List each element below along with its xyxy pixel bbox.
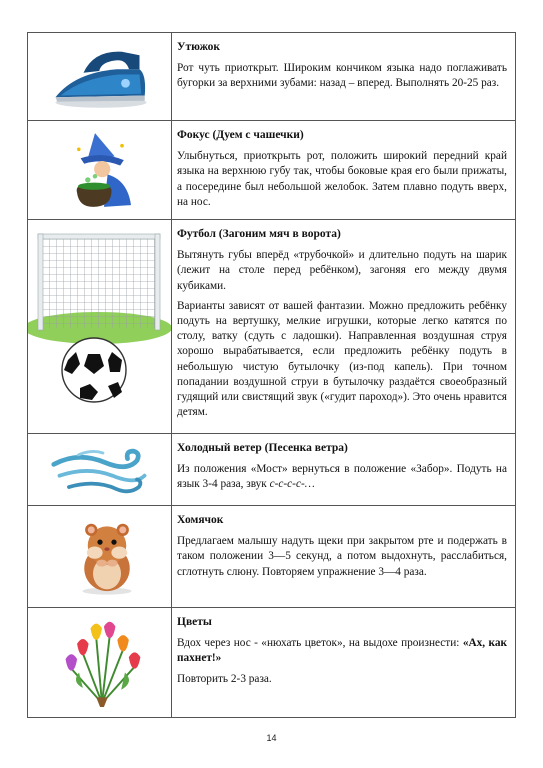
sound-italic: с-с-с-с-… (269, 478, 315, 491)
wind-text-cell (172, 434, 516, 506)
exercise-title: Утюжок (177, 41, 221, 53)
exercise-description (177, 636, 507, 666)
exercise-row-hamster (28, 506, 516, 608)
exercise-table (27, 32, 516, 718)
exercise-description (177, 462, 507, 492)
exercise-sheet (27, 32, 516, 718)
exercise-title: Фокус (Дуем с чашечки) (177, 129, 304, 141)
exercise-title: Хомячок (177, 514, 224, 527)
iron-text-cell (172, 33, 516, 121)
exercise-row-football (28, 220, 516, 434)
description-text: Из положения «Мост» вернуться в положение «Забор». Подуть на язык 3-4 раза, звук (177, 463, 507, 491)
phrase-bold: «Ах, как пахнет!» (177, 637, 507, 665)
exercise-title: Цветы (177, 616, 212, 629)
flowers-image (28, 608, 172, 718)
description-text: Вдох через нос - «нюхать цветок», на выдохе произнести: (177, 637, 463, 650)
magic-text-cell (172, 121, 516, 220)
wind-image (28, 434, 172, 506)
exercise-description: Предлагаем малышу надуть щеки при закрытом рте и подержать в таком положении 3—5 секунд, а потом выдохнуть, расслабиться, сглотнуть слюну. Повторяем упражнение 3—4 раза. (177, 535, 507, 578)
exercise-title: Холодный ветер (Песенка ветра) (177, 442, 348, 455)
football-text-cell (172, 220, 516, 434)
exercise-row-magic (28, 121, 516, 220)
football-goal-image (28, 220, 172, 434)
exercise-description: Улыбнуться, приоткрыть рот, положить широкий передний край языка на верхнюю губу так, чтобы боковые края его были прижаты, а посередине был небольшой желобок. Затем плавно подуть вверх, на нос. (177, 150, 507, 208)
exercise-variants: Варианты зависят от вашей фантазии. Можно предложить ребёнку подуть на вертушку, мелкие игрушки, которые легко катятся по столу, ватку (сдуть с ладошки). Направленная воздушная струя хорошо вырабатывается, если предложить ребёнку подуть в небольшую чистую бутылочку (из-под капель). При точном попадании воздушной струи в бутылочку раздаётся своеобразный гудящий или свистящий звук («гудит пароход»). Это очень нравится детям. (177, 299, 507, 419)
exercise-description: Вытянуть губы вперёд «трубочкой» и длительно подуть на шарик (лежит на столе перед ребёнком), загоняя его между двумя кубиками. (177, 249, 507, 292)
hamster-text-cell (172, 506, 516, 608)
exercise-title: Футбол (Загоним мяч в ворота) (177, 228, 341, 241)
flowers-text-cell (172, 608, 516, 718)
exercise-description: Рот чуть приоткрыт. Широким кончиком языка надо поглаживать бугорки за верхними зубами: назад – вперед. Выполнять 20-25 раз. (177, 62, 507, 90)
exercise-repeat: Повторить 2-3 раза. (177, 672, 272, 685)
page-number: 14 (266, 733, 277, 743)
iron-image (28, 33, 172, 121)
wizard-image (28, 121, 172, 220)
exercise-row-flowers (28, 608, 516, 718)
hamster-image (28, 506, 172, 608)
exercise-row-iron (28, 33, 516, 121)
exercise-row-wind (28, 434, 516, 506)
